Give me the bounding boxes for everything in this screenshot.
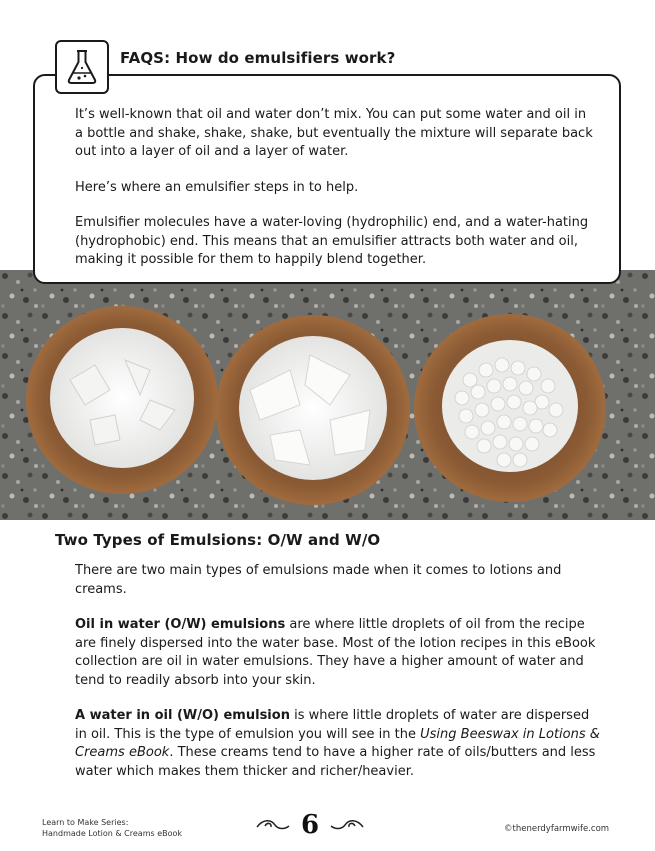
wo-text: is where little droplets of water are dispersed in oil. This is the type of emulsion you will see in the <box>75 708 590 742</box>
faq-paragraph: Emulsifier molecules have a water-loving (hydrophilic) end, and a water-hating (hydrophobic) end. This means that an emulsifier attracts both water and oil, making it possible for them to happily blend together. <box>75 215 589 267</box>
footer-series-line1: Learn to Make Series: <box>42 818 129 827</box>
footer-series <box>42 817 182 839</box>
flask-icon <box>55 40 109 94</box>
faq-paragraph: It’s well-known that oil and water don’t mix. You can put some water and oil in a bottle and shake, shake, shake, but eventually the mixture will separate back out into a layer of oil and a layer of water. <box>75 107 593 159</box>
wo-term: A water in oil (W/O) emulsion <box>75 708 290 723</box>
ow-paragraph <box>75 616 603 690</box>
ow-text: are where little droplets of oil from the recipe are finely dispersed into the water base. Most of the lotion recipes in this eBook collection are oil in water emulsions. They have a higher amount of water and tend to readily absorb into your skin. <box>75 617 596 688</box>
intro-paragraph: There are two main types of emulsions made when it comes to lotions and creams. <box>75 563 562 597</box>
section-body <box>75 562 603 798</box>
faq-body <box>75 106 595 287</box>
beeswax-ebook-title: Using Beeswax in Lotions & Creams eBook <box>75 726 600 760</box>
wo-paragraph <box>75 707 603 781</box>
flourish-right-icon <box>329 817 365 833</box>
bowl-right <box>414 314 606 502</box>
emulsifier-wax-photo <box>0 270 655 520</box>
bowl-middle <box>216 315 410 505</box>
website-credit: ©thenerdyfarmwife.com <box>504 824 610 834</box>
section-title: Two Types of Emulsions: O/W and W/O <box>55 531 381 549</box>
footer-series-line2: Handmade Lotion & Creams eBook <box>42 829 183 838</box>
page-number-ornament <box>255 808 365 842</box>
page-number: 6 <box>300 810 320 840</box>
wo-text-end: . These creams tend to have a higher rate of oils/butters and less water which makes them thicker and richer/heavier. <box>75 745 596 779</box>
ow-term: Oil in water (O/W) emulsions <box>75 617 286 632</box>
faq-box <box>33 74 621 284</box>
faq-paragraph: Here’s where an emulsifier steps in to help. <box>75 179 359 195</box>
flourish-left-icon <box>255 817 291 833</box>
faq-title: FAQS: How do emulsifiers work? <box>120 49 396 67</box>
bowl-left <box>26 306 218 494</box>
